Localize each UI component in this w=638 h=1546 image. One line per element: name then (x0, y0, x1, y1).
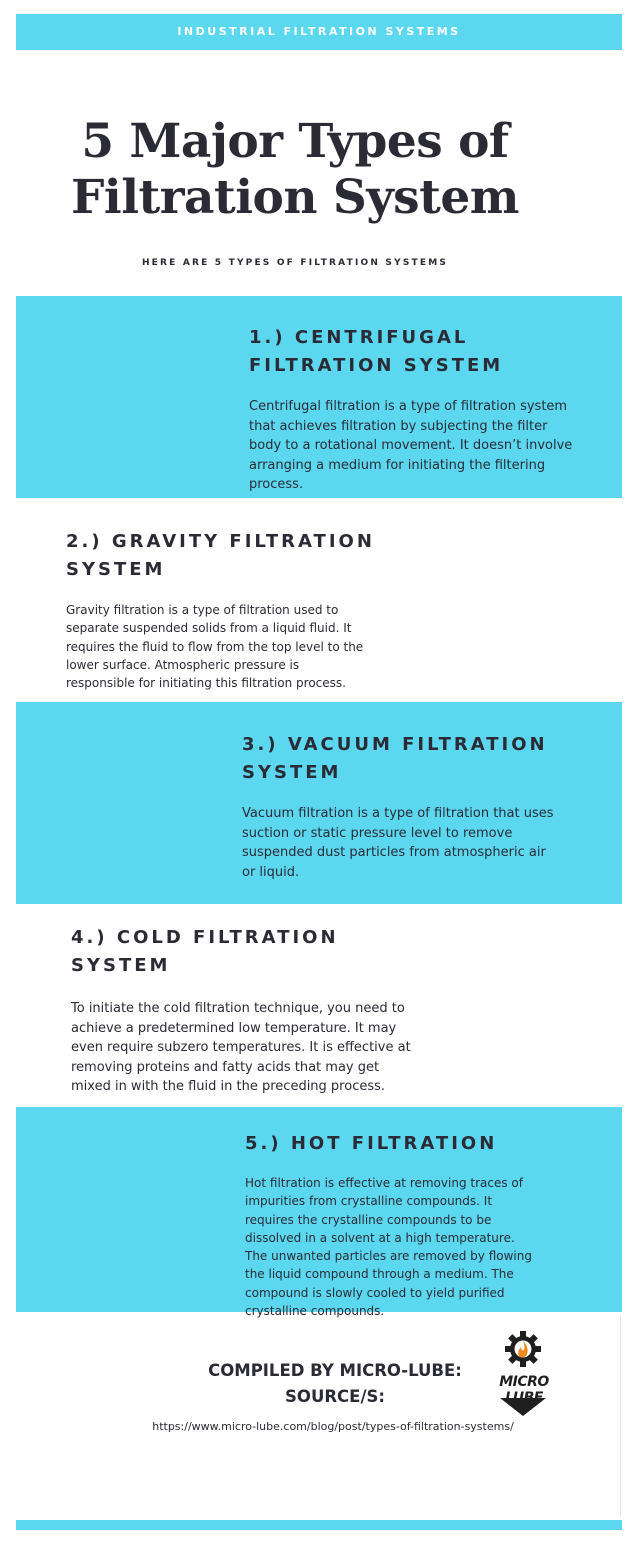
section-1 (249, 324, 579, 495)
page-title-line1: 5 Major Types of (81, 114, 509, 169)
section-4-heading-line2: SYSTEM (71, 955, 171, 976)
section-5-heading (245, 1130, 545, 1158)
page-title-line2: Filtration System (70, 170, 519, 225)
section-4-body: To initiate the cold filtration technique, you need to achieve a predetermined low temperature. It may even require subzero temperatures. It is effective at removing proteins and fatty acids that may get mixed in with the fluid in the preceding process. (71, 1001, 411, 1094)
header-banner-text: INDUSTRIAL FILTRATION SYSTEMS (177, 25, 461, 38)
logo-wordmark: MICRO LUBE (499, 1374, 549, 1406)
header-banner (16, 14, 622, 50)
section-2-body: Gravity filtration is a type of filtration used to separate suspended solids from a liquid fluid. It requires the fluid to flow from the top level to the lower surface. Atmospheric pressure is responsible for initiating this filtration process. (66, 603, 364, 691)
divider-line (620, 1316, 621, 1516)
section-1-heading-line2: FILTRATION SYSTEM (249, 355, 504, 376)
section-5-body: Hot filtration is effective at removing traces of impurities from crystalline compounds. It requires the crystalline compounds to be dissolved in a solvent at a high temperature. The unwanted particles are removed by flowing the liquid compound through a medium. The compound is slowly cooled to yield purified crystalline compounds. (245, 1176, 532, 1319)
section-2-heading-line1: 2.) GRAVITY FILTRATION (66, 531, 375, 552)
section-2-heading (66, 528, 376, 584)
section-3-heading-line1: 3.) VACUUM FILTRATION (242, 734, 548, 755)
section-3-heading (242, 731, 572, 787)
section-4-heading-line1: 4.) COLD FILTRATION (71, 927, 339, 948)
footer-compiled-by: COMPILED BY MICRO-LUBE: (208, 1361, 462, 1380)
section-1-heading-line1: 1.) CENTRIFUGAL (249, 327, 469, 348)
footer-source-label: SOURCE/S: (285, 1387, 385, 1406)
page-title (60, 114, 530, 226)
section-4-heading (71, 924, 416, 980)
section-3-heading-line2: SYSTEM (242, 762, 342, 783)
micro-lube-logo (485, 1330, 563, 1420)
footer-source-url[interactable]: https://www.micro-lube.com/blog/post/types-of-filtration-systems/ (152, 1420, 514, 1433)
section-5-heading-line1: 5.) HOT FILTRATION (245, 1133, 498, 1154)
section-1-heading (249, 324, 579, 380)
section-4 (71, 924, 416, 1097)
footer-credit (180, 1358, 490, 1410)
section-3 (242, 731, 572, 882)
page-subtitle: HERE ARE 5 TYPES OF FILTRATION SYSTEMS (141, 258, 449, 268)
section-3-body: Vacuum filtration is a type of filtration that uses suction or static pressure level to remove suspended dust particles from atmospheric air or liquid. (242, 806, 554, 880)
section-2 (66, 528, 376, 692)
section-1-body: Centrifugal filtration is a type of filtration system that achieves filtration by subjecting the filter body to a rotational movement. It doesn’t involve arranging a medium for initiating the filtering process. (249, 399, 573, 492)
section-2-heading-line2: SYSTEM (66, 559, 166, 580)
section-5 (245, 1130, 545, 1320)
footer-bar (16, 1520, 622, 1530)
